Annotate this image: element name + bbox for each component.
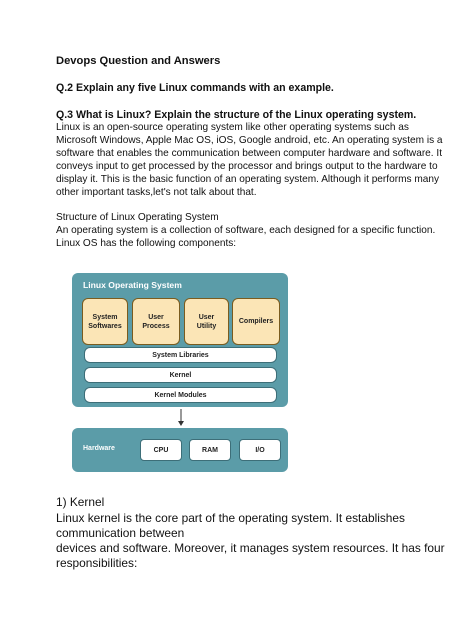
structure-heading: Structure of Linux Operating System: [56, 212, 219, 223]
question-3: Q.3 What is Linux? Explain the structure of the Linux operating system.: [56, 109, 417, 121]
intro-line: display it. This is the basic function of an operating system. Although it performs many: [56, 174, 440, 185]
os-panel-title: Linux Operating System: [83, 280, 182, 290]
kernel-line: communication between: [56, 526, 185, 540]
hardware-label: Hardware: [83, 445, 115, 452]
hardware-ram: RAM: [189, 439, 231, 461]
intro-line: Linux is an open-source operating system like other operating systems such as: [56, 122, 409, 133]
intro-line: software that enables the communication between computer hardware and software. It: [56, 148, 443, 159]
layer-system-libraries: System Libraries: [84, 347, 277, 363]
down-arrow-icon: [176, 409, 186, 427]
layer-kernel-modules: Kernel Modules: [84, 387, 277, 403]
question-2: Q.2 Explain any five Linux commands with an example.: [56, 82, 334, 94]
structure-line: An operating system is a collection of software, each designed for a specific function.: [56, 225, 436, 236]
component-user-process: [132, 298, 180, 345]
structure-line: Linux OS has the following components:: [56, 238, 237, 249]
kernel-line: responsibilities:: [56, 556, 138, 570]
component-compilers: [232, 298, 280, 345]
linux-os-panel: [72, 273, 288, 407]
intro-line: Microsoft Windows, Apple Mac OS, iOS, Google android, etc. An operating system is a: [56, 135, 443, 146]
kernel-line: devices and software. Moreover, it manages system resources. It has four: [56, 541, 445, 555]
component-label: System: [92, 313, 118, 321]
component-label: Compilers: [238, 318, 274, 325]
component-label: Softwares: [88, 322, 122, 330]
kernel-heading: 1) Kernel: [56, 495, 105, 509]
intro-line: conveys input to get processed by the processor and brings output to the hardware to: [56, 161, 438, 172]
hardware-panel: [72, 428, 288, 472]
kernel-line: Linux kernel is the core part of the operating system. It establishes: [56, 511, 405, 525]
doc-title: Devops Question and Answers: [56, 55, 221, 67]
hardware-io: I/O: [239, 439, 281, 461]
component-label: User: [148, 313, 164, 321]
intro-line: other important tasks,let's not talk about that.: [56, 187, 257, 198]
component-label: Utility: [196, 322, 217, 330]
layer-kernel: Kernel: [84, 367, 277, 383]
linux-structure-diagram: [72, 273, 288, 472]
component-system-softwares: [82, 298, 128, 345]
component-user-utility: [184, 298, 229, 345]
hardware-cpu: CPU: [140, 439, 182, 461]
component-label: Process: [142, 322, 170, 330]
component-label: User: [198, 313, 215, 321]
